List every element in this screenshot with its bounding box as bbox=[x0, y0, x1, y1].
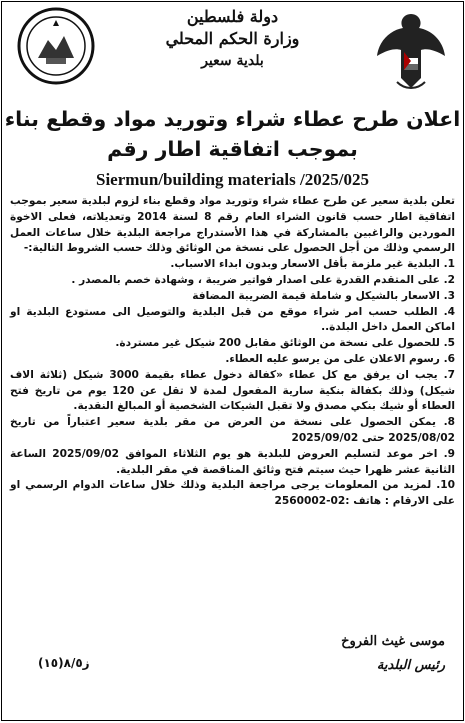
condition-item: 9. اخر موعد لتسليم العروض للبلدية هو يوم الثلاثاء الموافق 2025/09/02 الساعة الثانية عشر ظهرا حيث سيتم فتح وثائق المناقصة في مقر البلدية. bbox=[10, 447, 455, 476]
condition-item: 5. للحصول على نسخة من الوثائق مقابل 200 شيكل غير مستردة. bbox=[115, 337, 455, 350]
state-name: دولة فلسطين bbox=[186, 7, 279, 26]
title-line-2: بموجب اتفاقية اطار رقم bbox=[107, 137, 358, 161]
municipality-name: بلدية سعير bbox=[201, 53, 264, 69]
condition-item: 2. على المتقدم القدرة على اصدار فواتير ضريبة ، وشهادة خصم بالمصدر . bbox=[71, 273, 455, 286]
condition-item: 6. رسوم الاعلان على من يرسو عليه العطاء. bbox=[225, 352, 455, 365]
signatory-title: رئيس البلدية bbox=[376, 658, 445, 673]
condition-item: 8. يمكن الحصول على نسخة من العرض من مقر بلدية سعير اعتباراً من تاريخ 2025/08/02 حتى 2025/09/02 bbox=[10, 416, 455, 444]
letterhead bbox=[2, 2, 463, 102]
intro-paragraph: تعلن بلدية سعير عن طرح عطاء شراء وتوريد مواد وقطع بناء لزوم لبلدية سعير بموجب اتفاقية اطار حسب قانون الشراء العام رقم 8 لسنة 2014 وتعديلاته، فعلى الاخوة الموردين والراغبين بالمشاركة في هذا الأستدراج مراجعة البلدية خلال ساعات العمل الرسمي وذلك من أجل الحصول على نسخة من الوثائق وذلك حسب الشروط التالية:- bbox=[10, 195, 455, 255]
conditions-list bbox=[10, 257, 455, 510]
condition-item: 4. الطلب حسب امر شراء موقع من قبل البلدية والتوصيل الى مستودع البلدية او اماكن العمل داخل البلدة.. bbox=[10, 305, 455, 334]
signatory-name: موسى غيث الفروخ bbox=[341, 634, 445, 649]
title-line-1: اعلان طرح عطاء شراء وتوريد مواد وقطع بناء bbox=[4, 107, 461, 131]
announcement-page bbox=[1, 1, 464, 721]
condition-item: 3. الاسعار بالشيكل و شاملة قيمة الضريبة المضافة bbox=[192, 289, 455, 302]
condition-item: 7. يجب ان يرفق مع كل عطاء «كفالة دخول عطاء بقيمة 3000 شيكل (ثلاثة الاف شيكل) وذلك بكفالة بنكية سارية المفعول لمدة لا تقل عن 120 يوم من تاريخ فتح العطاء أو شيك بنكي مصدق ولا تقبل الشيكات الشخصية أو المبالغ النقدية. bbox=[10, 368, 456, 413]
signature-block bbox=[341, 630, 445, 678]
ministry-name: وزارة الحكم المحلي bbox=[165, 29, 300, 48]
condition-item: 10. لمزيد من المعلومات يرجى مراجعة البلدية وذلك خلال ساعات الدوام الرسمي او على الارقام : هاتف :02-2560002 bbox=[10, 479, 455, 508]
publication-code: ز٨/٥(١٥) bbox=[38, 656, 90, 670]
condition-item: 1. البلدية غير ملزمة بأقل الاسعار وبدون ابداء الاسباب. bbox=[170, 258, 455, 271]
announcement-body bbox=[2, 194, 463, 510]
tender-reference: Siermun/building materials /2025/025 bbox=[96, 170, 369, 189]
announcement-title bbox=[2, 104, 463, 164]
palestine-eagle-emblem-icon bbox=[373, 8, 449, 94]
